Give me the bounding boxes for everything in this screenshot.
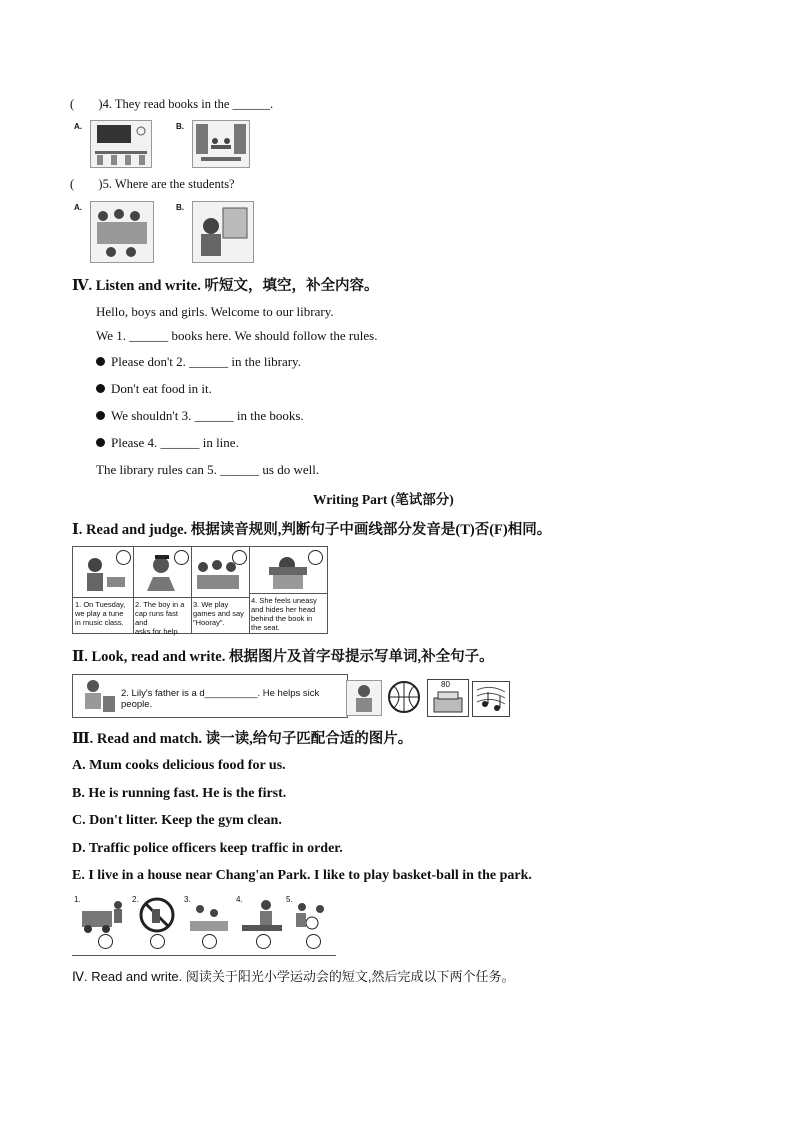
passage-line: We 1. ______ books here. We should follow the rules. xyxy=(96,328,378,343)
writing-part-title: Writing Part (笔试部分) xyxy=(313,492,454,507)
rule-item xyxy=(96,354,301,370)
judge-caption: 3. We play games and say "Hooray". xyxy=(191,597,249,633)
judge-card-2 xyxy=(133,547,192,636)
question-text: 5. Where are the students? xyxy=(102,177,235,191)
answer-circle[interactable] xyxy=(202,934,217,949)
rule-text: Please don't 2. ______ in the library. xyxy=(111,354,301,369)
picture-number: 3. xyxy=(184,895,191,904)
cake-number: 80 xyxy=(441,680,450,689)
answer-paren-open: ( xyxy=(70,97,75,111)
answer-circle[interactable] xyxy=(174,550,189,565)
bullet-icon xyxy=(96,357,105,366)
answer-paren-close: ) xyxy=(98,97,103,111)
match-item: D. Traffic police officers keep traffic in order. xyxy=(72,841,343,856)
students-eating-picture xyxy=(90,201,154,263)
section-heading: Ⅲ. Read and match. 读一读,给句子匹配合适的图片。 xyxy=(72,731,413,747)
section-heading: Ⅰ. Read and judge. 根据读音规则,判断句子中画线部分发音是(T)否(F)相同。 xyxy=(72,522,552,538)
rule-item xyxy=(96,435,239,451)
rule-text: Please 4. ______ in line. xyxy=(111,435,239,450)
doctor-icon-option xyxy=(346,680,382,716)
birthday-cake-icon xyxy=(427,679,469,717)
bullet-icon xyxy=(96,438,105,447)
judge-card-3 xyxy=(191,547,250,633)
answer-paren-close: ) xyxy=(98,177,103,191)
library-picture xyxy=(192,120,250,168)
picture-number: 4. xyxy=(236,895,243,904)
answer-circle[interactable] xyxy=(306,934,321,949)
match-picture-1 xyxy=(74,895,124,941)
match-item: B. He is running fast. He is the first. xyxy=(72,786,287,801)
judge-picture-strip xyxy=(72,546,328,634)
rule-text: Don't eat food in it. xyxy=(111,381,212,396)
judge-caption: 2. The boy in a cap runs fast and asks for help. xyxy=(133,597,191,633)
bullet-icon xyxy=(96,411,105,420)
rule-item xyxy=(96,381,212,397)
basketball-icon xyxy=(386,680,422,714)
answer-circle[interactable] xyxy=(116,550,131,565)
answer-paren-open: ( xyxy=(70,177,75,191)
rule-item xyxy=(96,408,304,424)
passage-line: The library rules can 5. ______ us do well. xyxy=(96,462,320,477)
match-item: A. Mum cooks delicious food for us. xyxy=(72,758,286,773)
judge-caption: 1. On Tuesday, we play a tune in music class. xyxy=(73,597,133,633)
match-item: C. Don't litter. Keep the gym clean. xyxy=(72,813,282,828)
picture-number: 5. xyxy=(286,895,293,904)
question-text: 4. They read books in the ______. xyxy=(102,97,274,111)
classroom-picture xyxy=(90,120,152,168)
match-item: E. I live in a house near Chang'an Park. I like to play basket-ball in the park. xyxy=(72,868,532,883)
judge-card-4 xyxy=(249,547,327,633)
answer-circle[interactable] xyxy=(98,934,113,949)
judge-card-1 xyxy=(73,547,134,633)
answer-circle[interactable] xyxy=(256,934,271,949)
look-write-sentence: 2. Lily's father is a d__________. He helps sick people. xyxy=(121,688,320,710)
q5-line xyxy=(70,177,235,192)
passage-line: Hello, boys and girls. Welcome to our library. xyxy=(96,304,334,319)
picture-number: 2. xyxy=(132,895,139,904)
bullet-icon xyxy=(96,384,105,393)
match-picture-strip xyxy=(72,893,336,956)
look-write-box xyxy=(72,674,348,718)
doctor-picture xyxy=(75,676,119,716)
answer-circle[interactable] xyxy=(150,934,165,949)
option-a-label: A. xyxy=(74,122,82,131)
section-heading: Ⅳ. Listen and write. 听短文，填空，补全内容。 xyxy=(72,278,379,294)
answer-circle[interactable] xyxy=(308,550,323,565)
music-notes-icon xyxy=(472,681,510,717)
picture-number: 1. xyxy=(74,895,81,904)
judge-caption: 4. She feels uneasy and hides her head behind the book in the seat. xyxy=(249,593,327,633)
q4-line xyxy=(70,97,273,112)
section-heading: Ⅳ. Read and write. 阅读关于阳光小学运动会的短文,然后完成以下两个任务。 xyxy=(72,969,515,984)
option-b-label: B. xyxy=(176,203,184,212)
rule-text: We shouldn't 3. ______ in the books. xyxy=(111,408,304,423)
option-a-label: A. xyxy=(74,203,82,212)
answer-circle[interactable] xyxy=(232,550,247,565)
students-painting-picture xyxy=(192,201,254,263)
option-b-label: B. xyxy=(176,122,184,131)
section-heading: Ⅱ. Look, read and write. 根据图片及首字母提示写单词,补全句子。 xyxy=(72,649,494,665)
